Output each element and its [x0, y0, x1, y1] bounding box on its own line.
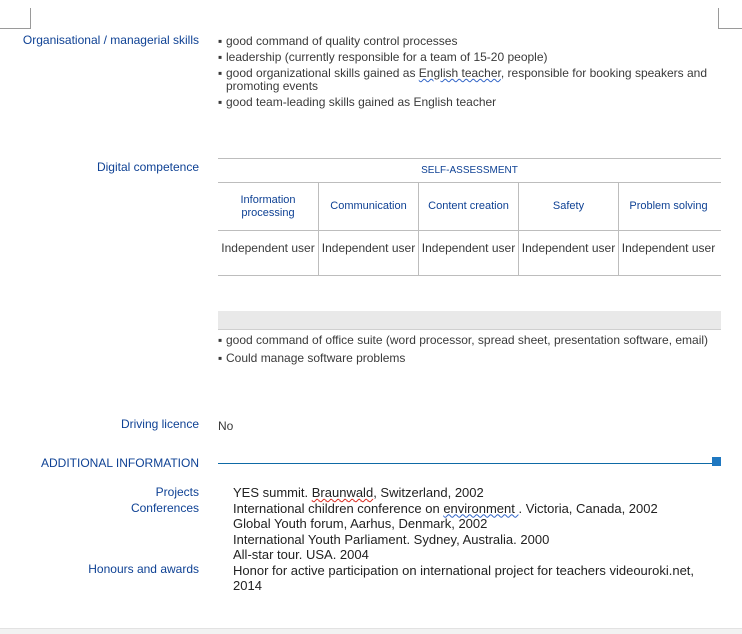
grammar-mark: English teacher	[418, 66, 501, 80]
list-item-text: good team-leading skills gained as English teacher	[226, 95, 497, 109]
list-item	[218, 334, 718, 347]
managerial-skills-label: Organisational / managerial skills	[22, 33, 199, 47]
digital-competence-label: Digital competence	[96, 160, 199, 174]
category-safety: Safety	[518, 183, 618, 230]
list-item	[218, 96, 718, 109]
digital-skills-list	[218, 334, 718, 368]
crop-mark-top-right	[718, 8, 742, 29]
list-item	[218, 352, 718, 365]
list-item	[218, 35, 718, 48]
entry-line: YES summit. Braunwald, Switzerland, 2002	[233, 485, 484, 500]
list-item-text: Could manage software problems	[226, 351, 406, 365]
crop-mark-top-left	[0, 8, 31, 29]
entry-line: International Youth Parliament. Sydney, Australia. 2000	[233, 531, 550, 547]
level-information-processing: Independent user	[221, 241, 315, 255]
projects-label: Projects	[155, 485, 199, 499]
category-communication: Communication	[318, 183, 418, 230]
bullet-icon: ▪	[218, 333, 223, 347]
entry-line: All-star tour. USA. 2004	[233, 547, 369, 562]
bullet-icon: ▪	[218, 66, 223, 80]
honours-label: Honours and awards	[88, 562, 199, 576]
section-marker-icon	[712, 457, 721, 466]
entry-line: Honor for active participation on international project for teachers videouroki.net,	[233, 562, 695, 578]
additional-entries	[233, 485, 694, 594]
list-item	[218, 51, 718, 64]
spelling-mark: Braunwald	[311, 485, 374, 500]
category-header-row	[218, 183, 721, 231]
list-item-text: good command of office suite (word processor, spread sheet, presentation software, email)	[226, 333, 709, 347]
level-safety: Independent user	[518, 231, 618, 275]
driving-licence-value: No	[218, 419, 234, 433]
entry-line: 2014	[233, 578, 262, 593]
category-information-processing: Information processing	[240, 193, 296, 219]
managerial-skills-list	[218, 35, 718, 112]
list-item	[218, 67, 718, 93]
list-item-text: good command of quality control processes	[226, 34, 458, 48]
page-bottom-bar	[0, 628, 742, 634]
list-item-text: leadership (currently responsible for a team of 15-20 people)	[226, 50, 548, 64]
category-problem-solving: Problem solving	[618, 183, 718, 230]
grid-footer-band	[218, 311, 721, 330]
level-content-creation: Independent user	[418, 231, 518, 275]
entry-line: Global Youth forum, Aarhus, Denmark, 2002	[233, 516, 488, 531]
level-communication: Independent user	[318, 231, 418, 275]
bullet-icon: ▪	[218, 34, 223, 48]
self-assessment-title: SELF-ASSESSMENT	[218, 158, 721, 183]
self-assessment-grid	[218, 158, 721, 276]
bullet-icon: ▪	[218, 50, 223, 64]
list-item-text: good organizational skills gained as English teacher, responsible for booking speakers and promoting events	[226, 66, 707, 93]
level-problem-solving: Independent user	[618, 231, 718, 275]
driving-licence-label: Driving licence	[120, 417, 199, 431]
bullet-icon: ▪	[218, 95, 223, 109]
category-content-creation: Content creation	[418, 183, 518, 230]
level-row	[218, 231, 721, 276]
bullet-icon: ▪	[218, 351, 223, 365]
additional-information-heading: ADDITIONAL INFORMATION	[40, 456, 199, 470]
conferences-label: Conferences	[130, 501, 199, 515]
entry-line: International children conference on environment . Victoria, Canada, 2002	[233, 500, 658, 516]
grammar-mark: environment	[443, 500, 519, 516]
section-divider	[218, 463, 712, 464]
